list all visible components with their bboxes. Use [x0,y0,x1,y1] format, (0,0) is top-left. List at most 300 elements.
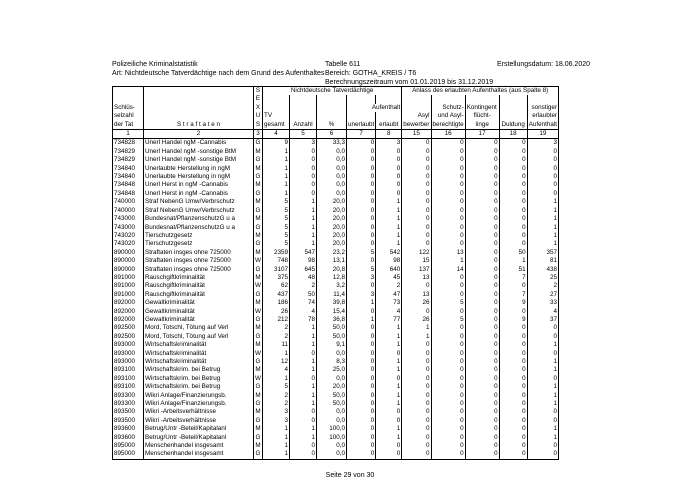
value-cell: 0 [347,400,376,408]
value-cell: 1 [290,224,317,232]
value-cell: 1 [376,207,402,215]
value-cell: 0 [465,366,499,374]
offense-key-cell: 734828 [113,139,144,148]
other-header-3: Aufenthalt [528,120,558,128]
table-row [113,400,559,408]
value-cell: 20,0 [317,198,347,206]
value-cell: 0 [431,408,465,416]
table-row [113,257,559,265]
value-cell: 3,2 [317,282,347,290]
value-cell: 1 [290,215,317,223]
value-cell: 0 [499,400,527,408]
offense-key-cell: 893100 [113,366,144,374]
value-cell: 0 [431,190,465,198]
value-cell: 1 [376,215,402,223]
value-cell: 1 [527,224,558,232]
value-cell: 3 [263,417,290,425]
value-cell: 1 [290,324,317,332]
value-cell: 11 [263,341,290,349]
offense-key-cell: 893500 [113,417,144,425]
offense-name-cell: Rauschgiftkriminalität [144,274,254,282]
column-index: 5 [290,130,317,139]
value-cell: 0 [347,240,376,248]
value-cell: 0 [376,190,402,198]
sex-cell: M [255,425,261,433]
column-index: 8 [376,130,402,139]
value-cell: 1 [347,316,376,324]
value-cell: 1 [376,358,402,366]
value-cell: 36,8 [317,316,347,324]
value-cell: 0 [499,375,527,383]
value-cell: 0 [465,299,499,307]
value-cell: 13 [402,274,431,282]
table-row [113,366,559,374]
value-cell: 0 [431,173,465,181]
sex-cell: M [255,164,261,172]
value-cell: 0 [527,181,558,189]
value-cell: 1 [527,341,558,349]
table-row [113,417,559,425]
value-cell: 15,4 [317,308,347,316]
offense-name-cell: Wikri -Arbeitsverhältnisse [144,417,254,425]
offense-key-cell: 893300 [113,400,144,408]
value-cell: 437 [263,291,290,299]
value-cell: 0 [431,392,465,400]
value-cell: 0 [376,181,402,189]
value-cell: 0 [376,148,402,156]
value-cell: 0 [527,442,558,450]
value-cell: 0 [347,375,376,383]
offense-key-cell: 891000 [113,274,144,282]
value-cell: 0 [402,190,431,198]
value-cell: 0 [431,207,465,215]
value-cell: 0 [290,408,317,416]
statistics-table [112,86,559,460]
value-cell: 1 [263,375,290,383]
offense-name-cell: Straftaten insges ohne 725000 [144,266,254,274]
column-index: 18 [499,130,527,139]
value-cell: 0 [465,333,499,341]
area-label: Bereich: GOTHA_KREIS / T6 [325,70,417,77]
value-cell: 0,0 [317,350,347,358]
value-cell: 1 [527,215,558,223]
value-cell: 0 [465,425,499,433]
column-index: 19 [527,130,558,139]
tv-header-1: TV [263,112,290,120]
protect-header-3: berechtigte [432,120,464,128]
value-cell: 0,0 [317,190,347,198]
quota-header-1: Kontingent [465,104,499,112]
value-cell: 0 [290,350,317,358]
value-cell: 0 [499,215,527,223]
value-cell: 0 [376,408,402,416]
offense-key-cell: 734829 [113,156,144,164]
value-cell: 0 [465,282,499,290]
value-cell: 1 [527,434,558,442]
value-cell: 50 [290,291,317,299]
value-cell: 137 [402,266,431,274]
value-cell: 1 [376,434,402,442]
quota-header-3: linge [465,121,499,130]
value-cell: 2 [263,324,290,332]
value-cell: 3107 [263,266,290,274]
value-cell: 0 [499,198,527,206]
value-cell: 26 [402,316,431,324]
sex-cell: G [254,173,263,181]
value-cell: 1 [527,425,558,433]
value-cell: 0 [347,358,376,366]
offense-name-cell: Unerlaubte Herstellung in ngM [144,165,254,173]
value-cell: 7 [499,274,527,282]
value-cell: 62 [263,282,290,290]
value-cell: 4 [290,308,317,316]
value-cell: 0 [402,375,431,383]
value-cell: 0 [465,224,499,232]
value-cell: 0 [527,450,558,459]
value-cell: 0 [431,358,465,366]
sex-letter-5: S [254,121,263,130]
value-cell: 50,0 [317,400,347,408]
value-cell: 100,0 [317,425,347,433]
table-row [113,139,559,148]
value-cell: 0 [499,358,527,366]
value-cell: 1 [376,333,402,341]
value-cell: 0,0 [317,181,347,189]
sex-cell: G [254,400,263,408]
table-row [113,181,559,189]
value-cell: 0 [431,198,465,206]
value-cell: 645 [290,266,317,274]
sex-cell: G [254,291,263,299]
value-cell: 73 [376,299,402,307]
value-cell: 23,2 [317,249,347,257]
offense-name-cell: Wirtschaftskrim. bei Betrug [144,375,254,383]
value-cell: 1 [290,198,317,206]
sex-cell: G [254,139,263,148]
value-cell: 0 [402,392,431,400]
value-cell: 3 [347,274,376,282]
value-cell: 0 [465,417,499,425]
offense-name-cell: Tierschutzgesetz [144,240,254,248]
offense-name-cell: Wirtschaftskriminalität [144,358,254,366]
table-row [113,308,559,316]
value-cell: 0 [347,408,376,416]
offense-key-cell: 891000 [113,291,144,299]
offense-key-cell: 892500 [113,333,144,341]
value-cell: 2 [263,392,290,400]
value-cell: 0 [347,156,376,164]
value-cell: 0 [376,350,402,358]
value-cell: 0 [402,408,431,416]
value-cell: 0 [431,148,465,156]
value-cell: 0 [347,366,376,374]
value-cell: 1 [290,434,317,442]
table-row [113,274,559,282]
value-cell: 1 [263,173,290,181]
value-cell: 81 [527,257,558,265]
value-cell: 0 [499,333,527,341]
table-row [113,333,559,341]
value-cell: 0 [347,442,376,450]
sex-cell: W [255,282,261,290]
value-cell: 0 [527,156,558,164]
table-row [113,383,559,391]
asylum-header-2: bewerber [403,120,430,128]
value-cell: 0 [465,139,499,148]
offense-name-cell: Unerl Handel ngM -sonstige BtM [144,156,254,164]
value-cell: 0 [499,190,527,198]
value-cell: 0 [402,240,431,248]
sex-cell: M [255,231,261,239]
value-cell: 0 [499,392,527,400]
value-cell: 1 [527,392,558,400]
value-cell: 1 [263,190,290,198]
report-title: Polizeiliche Kriminalstatistik [112,61,198,68]
value-cell: 100,0 [317,434,347,442]
table-body [113,139,559,459]
value-cell: 357 [527,249,558,257]
value-cell: 0 [431,375,465,383]
value-cell: 1 [527,366,558,374]
value-cell: 1 [376,232,402,240]
value-cell: 0 [527,333,558,341]
value-cell: 0 [527,190,558,198]
value-cell: 20,8 [317,266,347,274]
value-cell: 0 [499,165,527,173]
value-cell: 13,1 [317,257,347,265]
value-cell: 1 [290,240,317,248]
value-cell: 0 [347,139,376,148]
offense-name-cell: Gewaltkriminalität [144,308,254,316]
value-cell: 0 [465,434,499,442]
value-cell: 0,0 [317,173,347,181]
value-cell: 20,0 [317,215,347,223]
value-cell: 1 [290,366,317,374]
value-cell: 0 [402,308,431,316]
offense-key-cell: 743000 [113,215,144,223]
offense-name-cell: Rauschgiftkriminalität [144,282,254,290]
value-cell: 0 [527,165,558,173]
value-cell: 0 [431,224,465,232]
value-cell: 13 [402,291,431,299]
sex-cell: M [255,366,261,374]
value-cell: 1 [290,333,317,341]
value-cell: 0 [465,375,499,383]
value-cell: 12,8 [317,274,347,282]
value-cell: 1 [527,400,558,408]
offense-name-cell: Mord, Totschl, Tötung auf Verl [144,324,254,332]
value-cell: 1 [263,425,290,433]
sex-letter-4: U [254,112,263,120]
value-cell: 0 [402,442,431,450]
column-index: 6 [317,130,347,139]
offense-name-cell: Tierschutzgesetz [144,232,254,240]
value-cell: 0 [402,450,431,459]
value-cell: 1 [402,324,431,332]
value-cell: 0 [431,232,465,240]
sex-cell: M [255,248,261,256]
value-cell: 0 [465,324,499,332]
asylum-header-1: Asyl [402,112,431,120]
value-cell: 0 [465,148,499,156]
table-row [113,408,559,416]
sex-cell: M [255,198,261,206]
value-cell: 50,0 [317,333,347,341]
offense-key-cell: 893100 [113,383,144,391]
value-cell: 0 [465,240,499,248]
value-cell: 0 [347,324,376,332]
offense-key-cell: 734848 [113,181,144,189]
value-cell: 0 [431,274,465,282]
table-row [113,173,559,181]
value-cell: 0 [431,442,465,450]
value-cell: 0 [402,215,431,223]
sex-cell: W [255,257,261,265]
value-cell: 0 [402,165,431,173]
offense-header [144,87,254,96]
value-cell: 1 [527,207,558,215]
value-cell: 0 [402,341,431,349]
offense-name-cell: Wirtschaftskrim. bei Betrug [144,366,254,374]
value-cell: 0 [465,308,499,316]
sex-cell: M [255,273,261,281]
value-cell: 1 [431,257,465,265]
illegal-header: unerlaubt [348,120,375,128]
value-cell: 0 [402,173,431,181]
value-cell: 1 [376,240,402,248]
offense-name-cell: Rauschgiftkriminalität [144,291,254,299]
value-cell: 0 [347,383,376,391]
value-cell: 0 [465,291,499,299]
value-cell: 0 [402,350,431,358]
value-cell: 0 [376,156,402,164]
sex-cell: G [254,266,263,274]
value-cell: 26 [263,308,290,316]
value-cell: 98 [290,257,317,265]
value-cell: 1 [290,358,317,366]
offense-name-cell: Gewaltkriminalität [144,316,254,324]
value-cell: 0 [465,181,499,189]
table-row [113,215,559,223]
column-index: 15 [402,130,431,139]
value-cell: 1 [376,392,402,400]
value-cell: 0 [499,139,527,148]
sex-cell: G [254,358,263,366]
value-cell: 0 [465,408,499,416]
value-cell: 20,0 [317,224,347,232]
offense-key-cell: 890000 [113,257,144,265]
value-cell: 1 [290,341,317,349]
table-row [113,266,559,274]
sex-cell: G [254,156,263,164]
offense-name-cell: Gewaltkriminalität [144,299,254,307]
sex-cell: G [254,450,263,459]
value-cell: 438 [527,266,558,274]
value-cell: 3 [376,139,402,148]
value-cell: 0 [465,400,499,408]
sex-cell: G [254,383,263,391]
key-label-2: selzahl [113,112,144,120]
sex-cell: M [255,147,261,155]
value-cell: 5 [263,240,290,248]
value-cell: 20,0 [317,383,347,391]
value-cell: 547 [290,249,317,257]
value-cell: 5 [263,383,290,391]
offense-key-cell: 893300 [113,392,144,400]
value-cell: 0 [465,165,499,173]
offense-key-cell: 893500 [113,408,144,416]
value-cell: 9 [499,316,527,324]
value-cell: 0,0 [317,442,347,450]
table-row [113,434,559,442]
offense-key-cell: 740000 [113,198,144,206]
table-row [113,165,559,173]
report-subtitle: Art: Nichtdeutsche Tatverdächtige nach dem Grund des Aufenthaltes [112,70,325,77]
value-cell: 37 [527,316,558,324]
value-cell: 0 [527,350,558,358]
value-cell: 1 [376,383,402,391]
value-cell: 0 [499,366,527,374]
tolerated-header: Duldung [499,121,527,130]
value-cell: 2359 [263,249,290,257]
value-cell: 0 [402,425,431,433]
value-cell: 5 [347,249,376,257]
value-cell: 0 [527,417,558,425]
sex-cell: M [255,442,261,450]
value-cell: 0 [431,366,465,374]
creation-date: Erstellungsdatum: 18.06.2020 [497,61,591,68]
table-row [113,375,559,383]
value-cell: 5 [263,232,290,240]
value-cell: 0 [431,215,465,223]
residence-header: Aufenthalt [347,104,402,112]
value-cell: 0 [290,375,317,383]
sex-cell: W [255,349,261,357]
value-cell: 0 [347,224,376,232]
value-cell: 0 [402,224,431,232]
offense-key-cell: 890000 [113,266,144,274]
value-cell: 1 [263,181,290,189]
value-cell: 1 [263,450,290,459]
value-cell: 0 [402,434,431,442]
value-cell: 0,0 [317,165,347,173]
value-cell: 0 [376,173,402,181]
sex-cell: M [255,181,261,189]
value-cell: 1 [263,434,290,442]
sex-cell: G [254,224,263,232]
table-row [113,232,559,240]
value-cell: 20,0 [317,232,347,240]
value-cell: 0 [347,308,376,316]
offense-key-cell: 892000 [113,316,144,324]
value-cell: 5 [263,198,290,206]
value-cell: 0 [431,383,465,391]
value-cell: 9 [499,299,527,307]
value-cell: 98 [376,257,402,265]
group-residence-reason: Anlass des erlaubten Aufenthaltes (aus Spalte 8) [402,87,559,96]
value-cell: 2 [263,333,290,341]
offense-name-cell: Wikri Anlage/Finanzierungsb. [144,400,254,408]
value-cell: 0 [465,249,499,257]
offense-key-cell: 891000 [113,282,144,290]
value-cell: 0 [347,350,376,358]
value-cell: 0 [402,282,431,290]
table-number: Tabelle 611 [325,61,361,68]
offense-name-cell: Unerlaubte Herstellung in ngM [144,173,254,181]
offense-name-cell: Straf NebenG Umw/Verbrschutz [144,198,254,206]
sex-cell: W [255,307,261,315]
sex-cell: G [254,207,263,215]
